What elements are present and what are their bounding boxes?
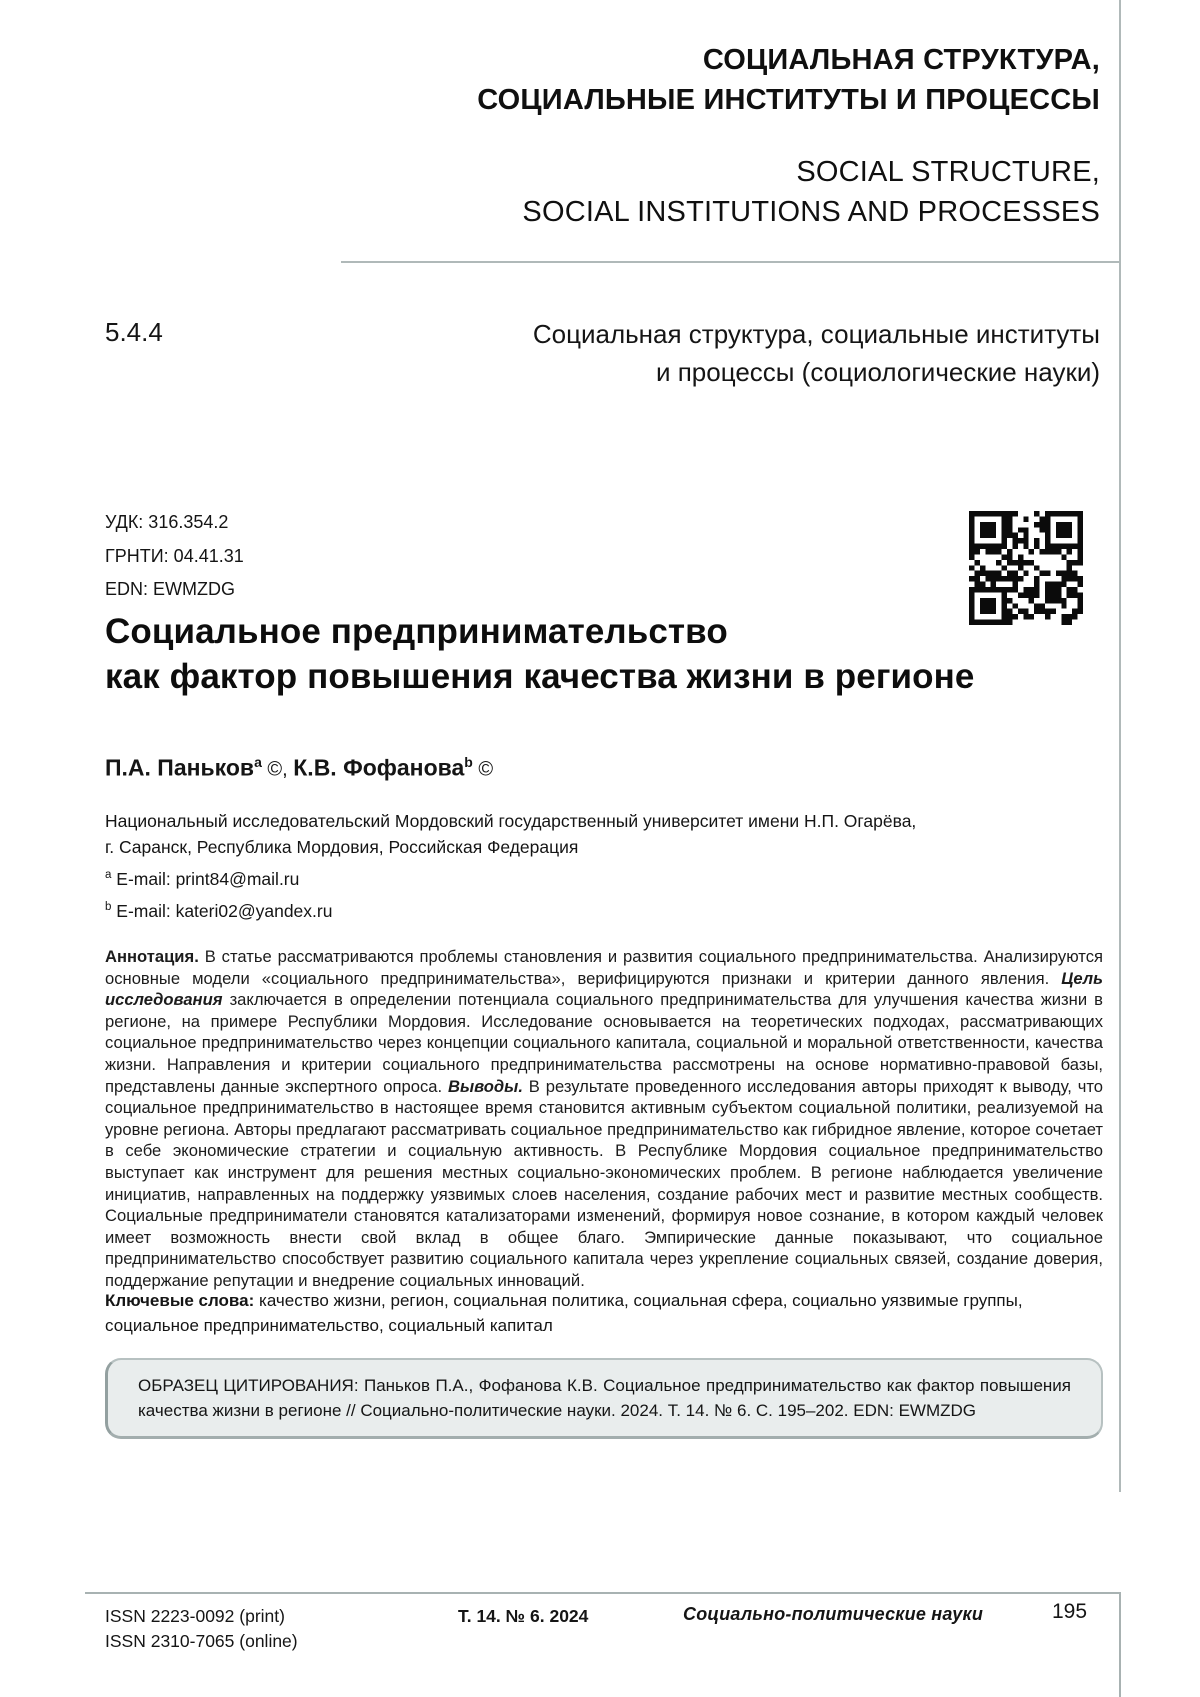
citation-sample-box [105,1358,1103,1439]
author-1-name: П.А. Паньков [105,754,255,781]
keywords-paragraph [105,1288,1103,1338]
abstract-part2: заключается в определении потенциала социального предпринимательства для улучшения качества жизни в регионе, на примере Республики Мордовия. Исследование основывается на теоретических подходах, рассматривающих социальное предпринимательство через концепции социального капитала, социальной и моральной ответственности, качества жизни. Направления и критерии социального предпринимательства рассмотрены на основе нормативно-правовой базы, представлены данные экспертного опроса. [105,990,1103,1096]
citation-label: ОБРАЗЕЦ ЦИТИРОВАНИЯ: [138,1376,359,1395]
issn-online: ISSN 2310-7065 (online) [105,1631,298,1651]
keywords-label: Ключевые слова: [105,1291,255,1310]
abstract-part3: В результате проведенного исследования авторы приходят к выводу, что социальное предпринимательство в настоящее время становится активным субъектом социальной политики, реализуемой на уровне региона. Авторы предлагают рассматривать социальное предпринимательство как гибридное явление, которое сочетает в себе экономические стратегии и социальную активность. В Республике Мордовия социальное предпринимательство выступает как инструмент для решения местных социально-экономических проблем. В регионе наблюдается увеличение инициатив, направленных на поддержку уязвимых слоев населения, создание рабочих мест и развитие местных сообществ. Социальные предприниматели становятся катализаторами изменений, формируя новое сознание, в котором каждый человек имеет возможность внести свой вклад в общее благо. Эмпирические данные показывают, что социальное предпринимательство способствует развитию социального капитала через укрепление социальных связей, создание доверия, поддержание репутации и внедрение социальных инноваций. [105,1076,1103,1290]
email-b-sup: b [105,901,112,914]
rubric-title-en [522,152,1100,232]
specialty-code: 5.4.4 [105,317,163,347]
udc-code: УДК: 316.354.2 [105,512,229,532]
specialty-name-line1: Социальная структура, социальные институты [532,319,1100,349]
abstract-part1: В статье рассматриваются проблемы становления и развития социального предпринимательства. Анализируются основные модели «социального предпринимательства», верифицируются признаки и критерии данного явления. [105,947,1103,988]
header-divider-rule [341,261,1121,263]
article-meta-codes [105,506,244,607]
author-1-affiliation-mark: a [254,754,262,770]
rubric-title-en-line2: SOCIAL INSTITUTIONS AND PROCESSES [522,196,1100,228]
affiliation [105,808,916,860]
footer-rule [85,1592,1121,1594]
affiliation-line2: г. Саранск, Республика Мордовия, Российская Федерация [105,837,579,857]
abstract-paragraph [105,946,1103,1292]
grnti-code: ГРНТИ: 04.41.31 [105,545,244,566]
issn-print: ISSN 2223-0092 (print) [105,1606,285,1626]
rubric-title-en-line1: SOCIAL STRUCTURE, [796,156,1100,188]
rubric-title-ru-line1: СОЦИАЛЬНАЯ СТРУКТУРА, [702,44,1100,76]
citation-text: Паньков П.А., Фофанова К.В. Социальное предпринимательство как фактор повышения качества жизни в регионе // Социально-политические науки. 2024. Т. 14. № 6. С. 195–202. EDN: EWMZDG [138,1376,1071,1420]
email-a-address[interactable]: E-mail: print84@mail.ru [111,869,300,889]
author-2-name: К.В. Фофанова [293,754,465,781]
edn-code: EDN: EWMZDG [105,579,235,599]
footer-page-number: 195 [1052,1600,1088,1623]
abstract-label: Аннотация. [105,947,199,966]
author-1-copyright-icon: ©, [261,758,294,781]
footer-volume-issue: Т. 14. № 6. 2024 [458,1606,589,1626]
abstract-conclusions-label: Выводы. [447,1076,523,1096]
specialty-name [533,315,1100,391]
email-a-sup: a [105,869,112,882]
abstract-goal-label: Цель исследования [105,968,1103,1010]
authors-line [105,754,493,782]
email-author-b[interactable] [105,901,332,922]
author-2-affiliation-mark: b [464,754,473,770]
article-title-line2: как фактор повышения качества жизни в регионе [105,657,975,696]
footer-right-rule [1119,1592,1121,1697]
footer-issn [105,1604,298,1654]
specialty-name-line2: и процессы (социологические науки) [655,357,1100,387]
article-title [105,609,974,699]
email-author-a[interactable] [105,869,299,890]
rubric-title-ru-line2: СОЦИАЛЬНЫЕ ИНСТИТУТЫ И ПРОЦЕССЫ [477,84,1100,116]
affiliation-line1: Национальный исследовательский Мордовский государственный университет имени Н.П. Огарёва, [105,811,917,831]
article-title-line1: Социальное предпринимательство [105,612,728,651]
email-b-address[interactable]: E-mail: kateri02@yandex.ru [111,901,333,921]
author-2-copyright-icon: © [472,758,494,781]
right-vertical-rule [1119,0,1121,1492]
rubric-title-ru [477,40,1100,120]
keywords-text: качество жизни, регион, социальная политика, социальная сфера, социально уязвимые группы, социальное предпринимательство, социальный капитал [105,1291,1023,1335]
qr-code [969,511,1083,625]
footer-journal-name: Социально-политические науки [683,1604,984,1624]
